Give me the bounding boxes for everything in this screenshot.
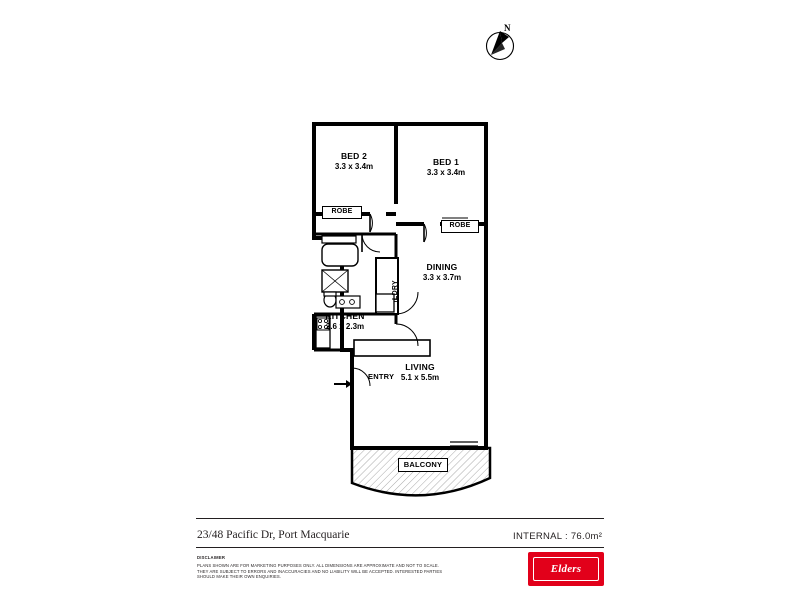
- disclaimer-title: DISCLAIMER: [197, 555, 226, 560]
- room-dimensions: 3.3 x 3.4m: [426, 167, 466, 177]
- footer-divider-top: [196, 518, 604, 519]
- disclaimer-text: PLANS SHOWN ARE FOR MARKETING PURPOSES ONLY. ALL DIMENSIONS ARE APPROXIMATE AND NOT TO SCALE. THEY ARE SUBJECT TO ERRORS AND INACCURACIES AND NO LIABILITY WILL BE ACCEPTED. INTERESTED PARTIES SHOULD MAKE THEIR OWN ENQUIRIES.: [197, 563, 443, 580]
- room-label-dining: [404, 263, 480, 282]
- logo-frame: [533, 557, 599, 581]
- label-laundry: LDRY: [392, 280, 399, 300]
- room-dimensions: 5.1 x 5.5m: [400, 372, 440, 382]
- room-label-bed2: [316, 152, 392, 171]
- property-address: 23/48 Pacific Dr, Port Macquarie: [197, 529, 350, 541]
- room-dimensions: 2.6 x 2.3m: [325, 321, 365, 331]
- room-dimensions: 3.3 x 3.4m: [334, 161, 374, 171]
- footer-divider-bottom: [196, 547, 604, 548]
- logo-text: Elders: [550, 563, 582, 575]
- elders-logo: [528, 552, 604, 586]
- room-name: BED 1: [432, 157, 460, 167]
- svg-text:N: N: [504, 23, 511, 33]
- compass-north-icon: [478, 22, 522, 66]
- label-robe-bed2: ROBE: [322, 206, 362, 219]
- label-entry: ENTRY: [368, 372, 395, 381]
- room-name: LIVING: [405, 362, 435, 372]
- label-balcony: BALCONY: [398, 458, 448, 472]
- room-label-kitchen: [312, 312, 378, 331]
- label-robe-bed1: ROBE: [441, 220, 479, 233]
- room-name: BED 2: [340, 151, 368, 161]
- room-label-bed1: [408, 158, 484, 177]
- internal-area: INTERNAL : 76.0m²: [513, 531, 603, 542]
- label-fridge: F: [393, 299, 398, 306]
- room-dimensions: 3.3 x 3.7m: [422, 272, 462, 282]
- room-name: DINING: [426, 262, 458, 272]
- room-name: KITCHEN: [325, 311, 365, 321]
